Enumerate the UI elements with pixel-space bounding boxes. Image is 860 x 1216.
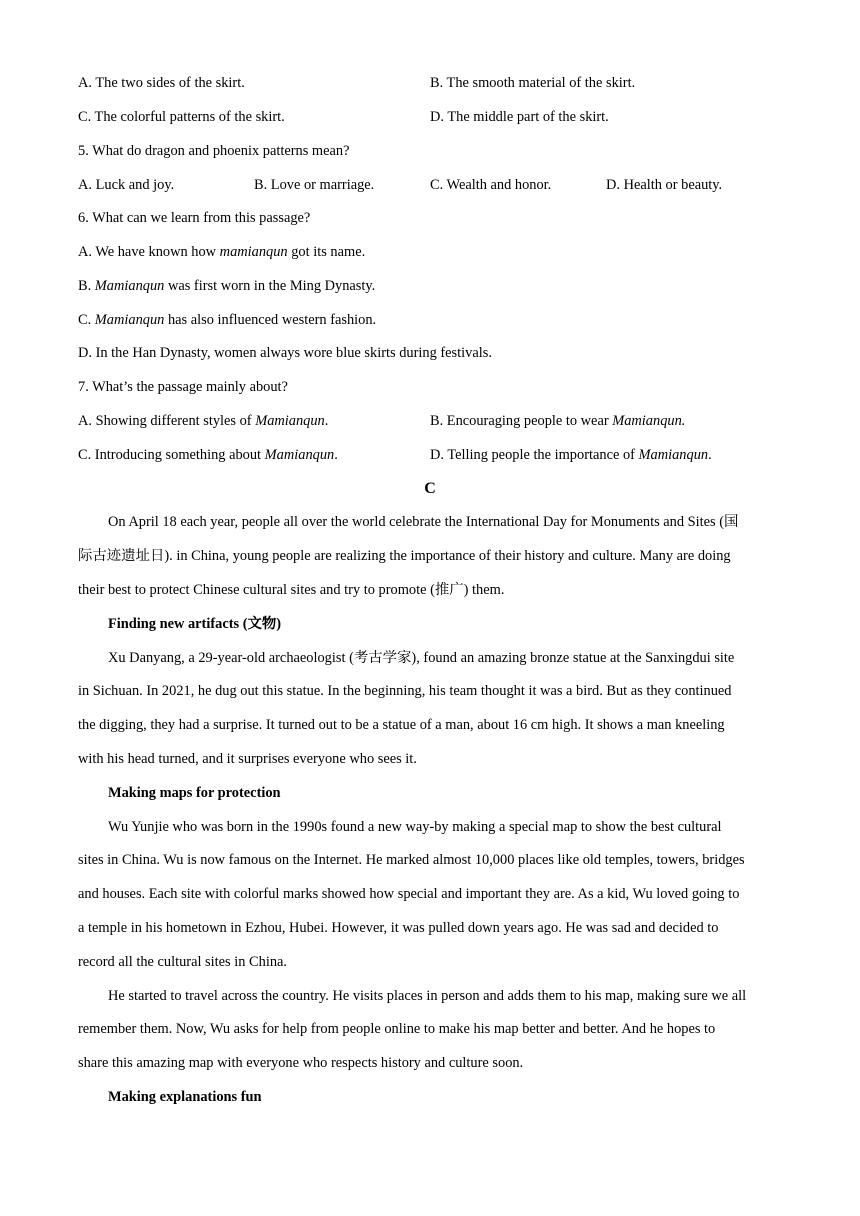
para1-line: with his head turned, and it surprises everyone who sees it. — [78, 751, 417, 767]
q4-option-b: B. The smooth material of the skirt. — [430, 75, 636, 91]
q4-option-a: A. The two sides of the skirt. — [78, 75, 245, 91]
q4-option-c: C. The colorful patterns of the skirt. — [78, 109, 285, 125]
para2-line: and houses. Each site with colorful marks showed how special and important they are. As a kid, Wu loved going to — [78, 886, 740, 902]
q7-option-b: B. Encouraging people to wear Mamianqun. — [430, 413, 686, 429]
q6-option-b: B. Mamianqun was first worn in the Ming Dynasty. — [78, 278, 376, 294]
q5-option-b: B. Love or marriage. — [254, 177, 375, 193]
para1-line: Xu Danyang, a 29-year-old archaeologist (考古学家), found an amazing bronze statue at the Sanxingdui site — [108, 650, 735, 666]
subheading-making-explanations: Making explanations fun — [108, 1089, 262, 1105]
intro-line: On April 18 each year, people all over the world celebrate the International Day for Monuments and Sites (国 — [108, 514, 739, 530]
para2-line: Wu Yunjie who was born in the 1990s found a new way-by making a special map to show the best cultural — [108, 819, 722, 835]
q7-question: 7. What’s the passage mainly about? — [78, 379, 288, 395]
q6-question: 6. What can we learn from this passage? — [78, 210, 311, 226]
q6-option-d: D. In the Han Dynasty, women always wore blue skirts during festivals. — [78, 345, 492, 361]
para1-line: in Sichuan. In 2021, he dug out this statue. In the beginning, his team thought it was a bird. But as they continued — [78, 683, 732, 699]
para1-line: the digging, they had a surprise. It turned out to be a statue of a man, about 16 cm high. It shows a man kneeling — [78, 717, 725, 733]
q6-option-a: A. We have known how mamianqun got its name. — [78, 244, 366, 260]
section-heading-c: C — [424, 480, 436, 497]
q6-option-c: C. Mamianqun has also influenced western fashion. — [78, 312, 377, 328]
intro-line: their best to protect Chinese cultural sites and try to promote (推广) them. — [78, 582, 505, 598]
para3-line: remember them. Now, Wu asks for help from people online to make his map better and better. And he hopes to — [78, 1021, 716, 1037]
subheading-making-maps: Making maps for protection — [108, 785, 281, 801]
q5-question: 5. What do dragon and phoenix patterns mean? — [78, 143, 350, 159]
para3-line: He started to travel across the country. He visits places in person and adds them to his map, making sure we all — [108, 988, 747, 1004]
subheading-finding-artifacts: Finding new artifacts (文物) — [108, 616, 282, 632]
q5-option-c: C. Wealth and honor. — [430, 177, 552, 193]
para2-line: sites in China. Wu is now famous on the Internet. He marked almost 10,000 places like old temples, towers, bridges — [78, 852, 745, 868]
para2-line: a temple in his hometown in Ezhou, Hubei. However, it was pulled down years ago. He was sad and decided to — [78, 920, 719, 936]
intro-line: 际古迹遗址日). in China, young people are realizing the importance of their history and culture. Many are doing — [78, 548, 731, 564]
q5-option-d: D. Health or beauty. — [606, 177, 723, 193]
q5-option-a: A. Luck and joy. — [78, 177, 175, 193]
para3-line: share this amazing map with everyone who respects history and culture soon. — [78, 1055, 524, 1071]
para2-line: record all the cultural sites in China. — [78, 954, 288, 970]
q7-option-c: C. Introducing something about Mamianqun. — [78, 447, 338, 463]
q7-option-a: A. Showing different styles of Mamianqun. — [78, 413, 329, 429]
q7-option-d: D. Telling people the importance of Mamianqun. — [430, 447, 712, 463]
q4-option-d: D. The middle part of the skirt. — [430, 109, 609, 125]
